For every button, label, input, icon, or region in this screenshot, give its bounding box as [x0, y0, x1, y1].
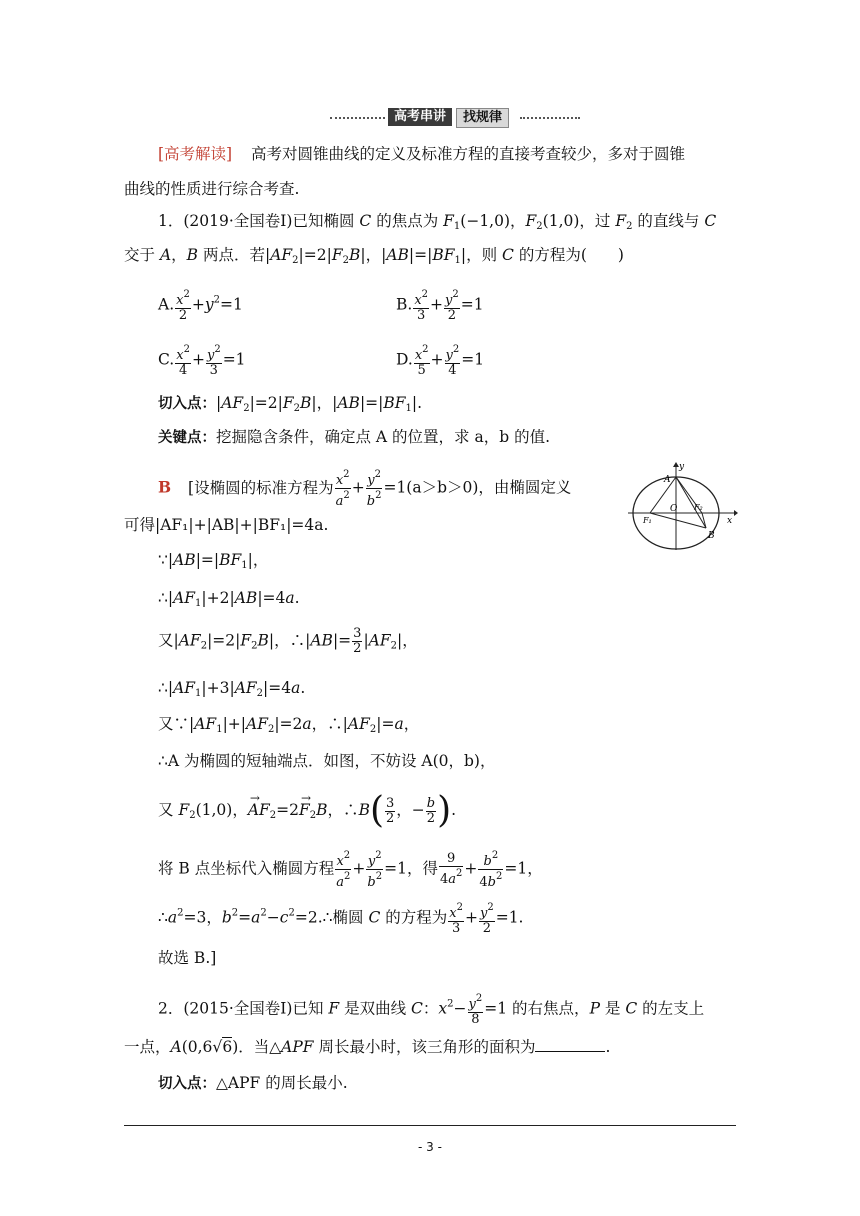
frac: $\frac{b}{2}$: [426, 795, 436, 826]
frac: $\frac{y^2}{2}$: [445, 289, 459, 323]
frac: $\frac{y^2}{3}$: [206, 344, 221, 378]
banner-tag-right: 找规律: [456, 108, 509, 128]
footer-rule: [124, 1125, 736, 1126]
q1-option-c[interactable]: C. $\frac{x^2}{4}$ + $\frac{y^2}{3}$ =1: [158, 344, 246, 378]
q1-line-2: 交于 A，B 两点．若$|AF_2|=2|F_2B|$，$|AB|=|BF_1|$，则 C 的方程为( ): [124, 246, 624, 266]
frac: $\frac{x^2}{2}$: [176, 289, 190, 323]
x-arrow: [734, 510, 738, 516]
label-f1: F₁: [643, 516, 652, 525]
q1-key-point: [158, 426, 550, 449]
frac: $\frac{3}{2}$: [386, 795, 395, 826]
label-x: x: [727, 516, 733, 526]
intro-line-2: 曲线的性质进行综合考查.: [124, 180, 300, 198]
label-f2: F₂: [694, 503, 703, 512]
q2-cut-point: [158, 1072, 348, 1095]
q1-option-b[interactable]: B. $\frac{x^2}{3}$ + $\frac{y^2}{2}$ =1: [396, 289, 484, 323]
q2-cut-label: 切入点：: [158, 1076, 216, 1092]
solution-line-10: 将 B 点坐标代入椭圆方程 $\frac{x^2}{a^2}$ + $\frac{y^2}{b^2}$ =1，得 $\frac{9}{4a^2}$ + $\frac{b^2}{4b^2}$ =1，: [158, 850, 543, 890]
frac: $\frac{y^2}{b^2}$: [367, 850, 383, 890]
solution-line-7: 又$\because|AF_1|+|AF_2|=2a$，$\therefore|AF_2|=a$，: [158, 715, 420, 735]
answer-letter: B: [158, 477, 172, 497]
solution-line-2: 可得|AF₁|+|AB|+|BF₁|=4a.: [124, 516, 329, 534]
frac: $\frac{y^2}{8}$: [468, 993, 483, 1027]
solution-line-11: $\therefore a^2=3$，$b^2=a^2-c^2=2.\therefore$椭圆 C 的方程为 $\frac{x^2}{3}$ + $\frac{y^2}{2}$ =1.: [158, 902, 524, 936]
label-y: y: [679, 462, 685, 472]
label-o: O: [670, 504, 678, 514]
q1-option-a[interactable]: A. $\frac{x^2}{2}$ $+y^2=1$: [158, 289, 243, 323]
cut-label: 切入点：: [158, 396, 216, 412]
sol-l9b: =1，得: [384, 859, 438, 878]
sol-l1b: =1(a＞b＞0)，由椭圆定义: [383, 478, 572, 497]
solution-line-6: $\therefore|AF_1|+3|AF_2|=4a$.: [158, 679, 306, 699]
frac: $\frac{x^2}{4}$: [176, 344, 190, 378]
q1-option-d[interactable]: D. $\frac{x^2}{5}$ + $\frac{y^2}{4}$ =1: [396, 344, 485, 378]
q2-number: 2．: [158, 999, 184, 1018]
frac: $\frac{y^2}{b^2}$: [366, 469, 382, 509]
answer-blank[interactable]: [535, 1037, 605, 1052]
solution-line-9: 又 $F_2(1,0)$，→ $AF_2=2\to F_2B$，∴B( $\frac{3}{2}$ ，− $\frac{b}{2}$ ).: [158, 793, 456, 829]
seg-f1-b: [650, 513, 706, 528]
label-b: B: [708, 531, 715, 541]
option-c-label: C.: [158, 350, 175, 369]
intro-line-1: [158, 143, 685, 165]
frac: $\frac{x^2}{a^2}$: [335, 469, 350, 509]
key-text: 挖掘隐含条件，确定点 A 的位置，求 a，b 的值.: [216, 428, 550, 446]
frac: $\frac{3}{2}$: [353, 626, 362, 656]
sol-l9a: 将 B 点坐标代入椭圆方程: [158, 859, 335, 878]
frac: $\frac{x^2}{5}$: [414, 344, 429, 378]
page-number: - 3 -: [418, 1140, 442, 1154]
frac: $\frac{b^2}{4b^2}$: [479, 850, 503, 890]
q1-source: (2019·全国卷Ⅰ): [183, 212, 293, 230]
q1-line-1: 1．(2019·全国卷Ⅰ)已知椭圆 C 的焦点为 $F_1(-1,0)$，$F_2(1,0)$，过 $F_2$ 的直线与 C: [158, 212, 717, 232]
option-b-label: B.: [396, 295, 413, 314]
frac: $\frac{y^2}{2}$: [479, 902, 494, 936]
banner-dots-right: [520, 117, 580, 119]
seg-f2-b: [702, 513, 706, 528]
sol-l1a: [设椭圆的标准方程为: [188, 478, 334, 497]
option-d-label: D.: [396, 350, 413, 369]
intro-text-1: 高考对圆锥曲线的定义及标准方程的直接考查较少，多对于圆锥: [251, 145, 686, 163]
solution-line-4: $\therefore|AF_1|+2|AB|=4a$.: [158, 589, 300, 609]
q2-line-2: 一点，A(0,6√6)．当△APF 周长最小时，该三角形的面积为 .: [124, 1038, 611, 1056]
q1-number: 1．: [158, 212, 184, 230]
option-a-label: A.: [158, 295, 175, 314]
solution-line-1: B [设椭圆的标准方程为 $\frac{x^2}{a^2}$ + $\frac{y^2}{b^2}$ =1(a＞b＞0)，由椭圆定义: [158, 469, 572, 509]
section-banner: [0, 108, 860, 128]
solution-line-8: ∴A 为椭圆的短轴端点．如图，不妨设 A(0，b)，: [158, 752, 496, 770]
label-a: A: [664, 475, 671, 485]
key-label: 关键点：: [158, 430, 216, 446]
frac: $\frac{9}{4a^2}$: [439, 851, 463, 887]
frac: $\frac{y^2}{4}$: [445, 344, 460, 378]
solution-line-5: 又$|AF_2|=2|F_2B|$，∴|AB|= $\frac{3}{2}$ $|AF_2|$，: [158, 626, 418, 656]
q2-source: (2015·全国卷Ⅰ): [183, 999, 293, 1018]
q2-line-1: 2．(2015·全国卷Ⅰ)已知 F 是双曲线 C：$x^2-$ $\frac{y^2}{8}$ =1 的右焦点，P 是 C 的左支上: [158, 993, 705, 1027]
frac: $\frac{x^2}{3}$: [449, 902, 463, 936]
q2-cut-text: △APF 的周长最小.: [216, 1074, 348, 1092]
banner-tag-left: 高考串讲: [388, 108, 452, 126]
frac: $\frac{x^2}{3}$: [414, 289, 429, 323]
solution-line-3: $\because|AB|=|BF_1|$，: [158, 551, 269, 571]
banner-dots-left: [330, 117, 385, 119]
sol-l10b: =1.: [495, 908, 524, 927]
q1-cut-point: 切入点：$|AF_2|=2|F_2B|$，$|AB|=|BF_1|$.: [158, 394, 423, 414]
ellipse-figure: [626, 460, 738, 552]
frac: $\frac{x^2}{a^2}$: [336, 850, 351, 890]
intro-tag: [高考解读]: [158, 145, 233, 163]
solution-line-12: 故选 B.]: [158, 949, 217, 967]
